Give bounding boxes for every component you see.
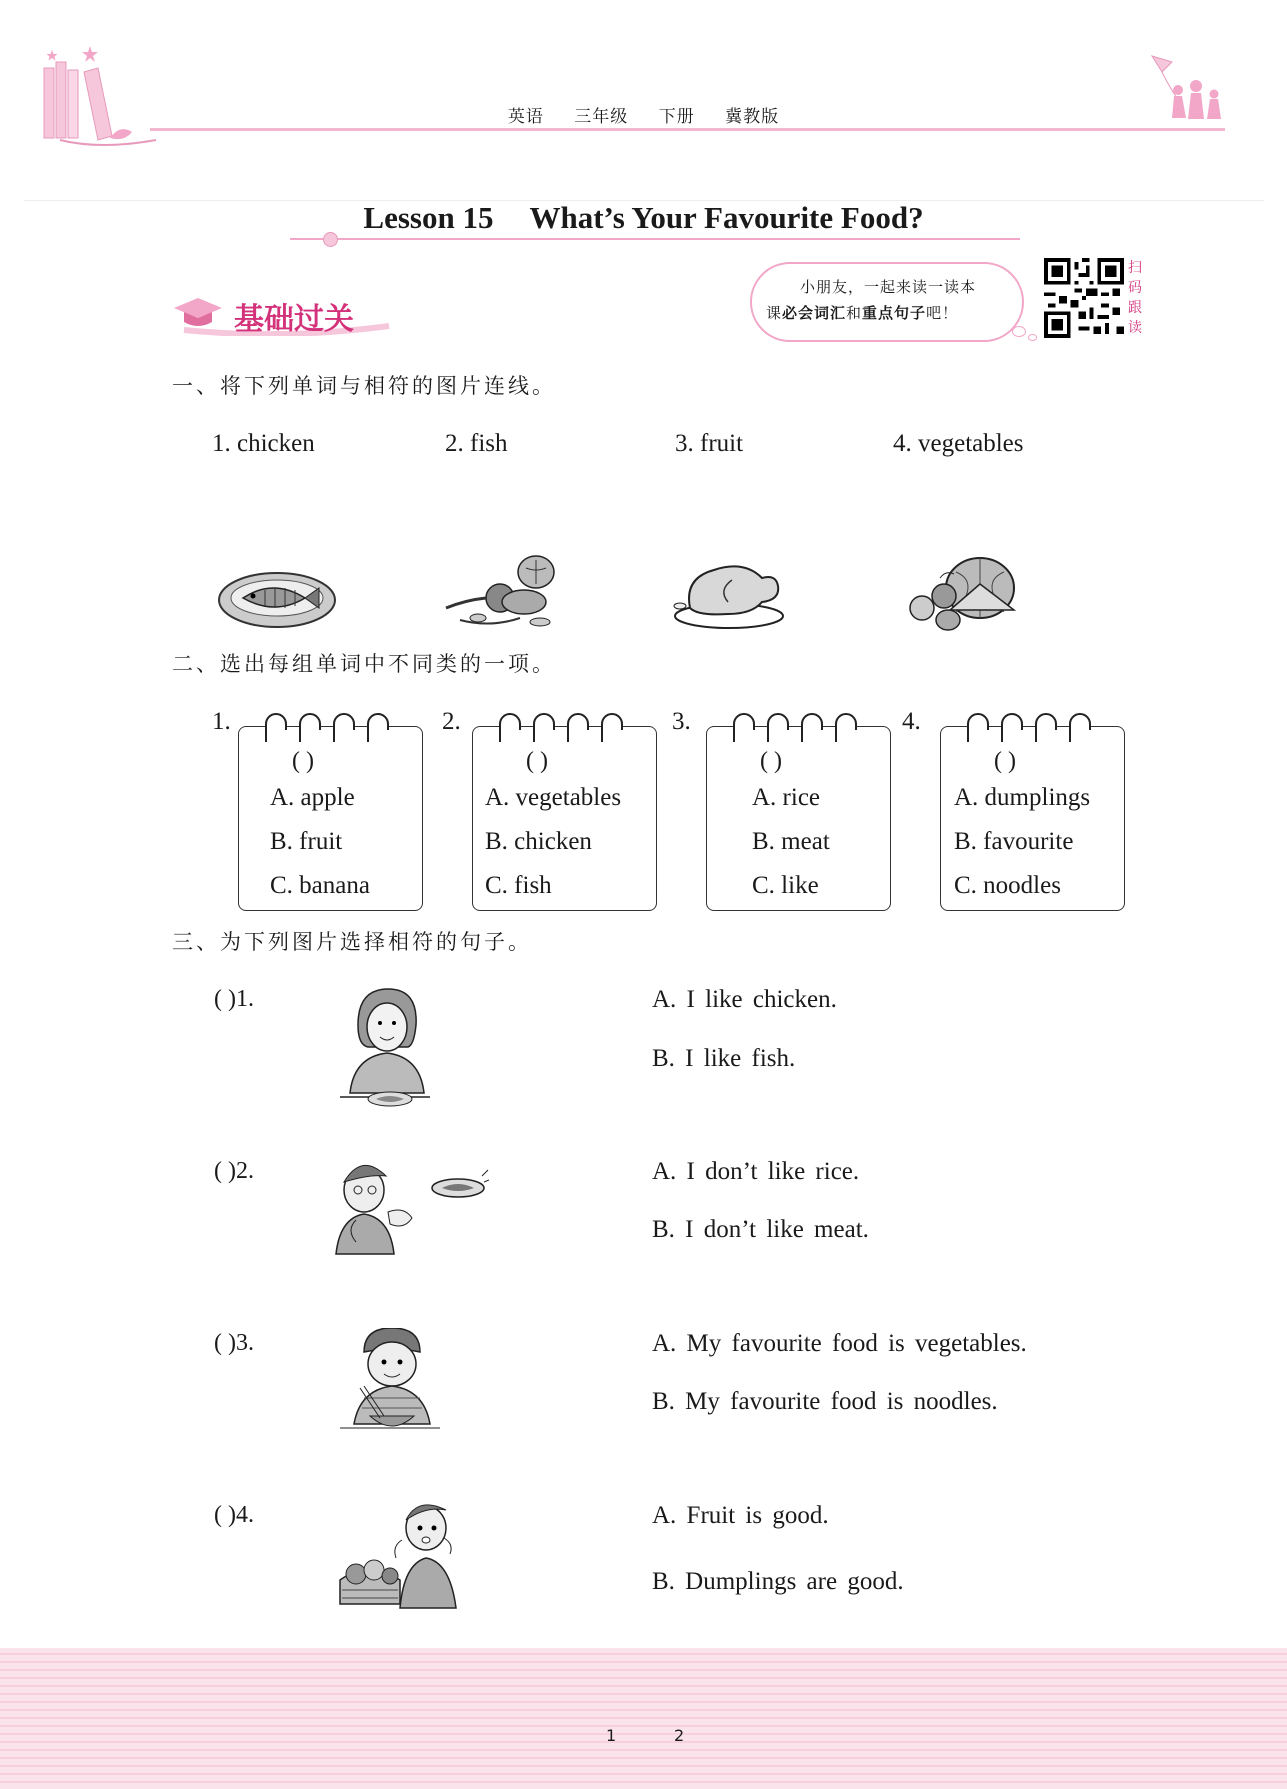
- fish-plate-icon[interactable]: [215, 550, 340, 635]
- bubble-dot: [1028, 334, 1037, 341]
- lesson-topic: What’s Your Favourite Food?: [529, 200, 924, 235]
- tip-bold-sentences: 重点句子: [862, 304, 927, 322]
- section-badge-label: 基础过关: [234, 302, 354, 337]
- q3-option-a: A. I like chicken.: [652, 986, 837, 1013]
- scan-char: 读: [1128, 320, 1142, 336]
- boy-refusing-meat-icon: [334, 1158, 489, 1258]
- q3-option-b: B. Dumplings are good.: [652, 1568, 904, 1595]
- scan-char: 码: [1128, 280, 1142, 296]
- footer-band: [0, 1648, 1287, 1789]
- title-underline-dot: [323, 232, 338, 247]
- q2-answer-blank[interactable]: ( ): [526, 748, 548, 774]
- tip-line-1: 小朋友，一起来读一读本: [800, 278, 977, 296]
- tip-bold-vocab: 必会词汇: [782, 304, 847, 322]
- header-subject: 英语: [507, 107, 544, 127]
- page-number-left: 1: [606, 1726, 617, 1745]
- q1-word-fish: 2. fish: [445, 430, 508, 457]
- q2-option: C. noodles: [954, 872, 1061, 899]
- q3-answer-blank[interactable]: ( )3.: [214, 1330, 254, 1356]
- tip-bubble: [750, 262, 1024, 342]
- q2-option: A. dumplings: [954, 784, 1091, 811]
- q2-option: B. favourite: [954, 828, 1074, 855]
- lesson-number: Lesson 15: [363, 200, 494, 235]
- lesson-title: [0, 200, 1287, 236]
- header-books-ornament: [40, 40, 160, 150]
- header-grade: 三年级: [574, 107, 629, 127]
- boy-eating-noodles-icon: [340, 1328, 440, 1438]
- q2-group-number: 4.: [902, 708, 921, 735]
- tip-text: 吧！: [926, 304, 959, 322]
- tip-line-2: [766, 302, 958, 323]
- boy-with-fruit-basket-icon: [338, 1500, 458, 1610]
- header-rule: [150, 128, 1225, 131]
- q3-answer-blank[interactable]: ( )1.: [214, 986, 254, 1012]
- q2-option: B. fruit: [270, 828, 343, 855]
- q3-option-b: B. I don’t like meat.: [652, 1216, 869, 1243]
- page-number-right: 2: [674, 1726, 685, 1745]
- q2-answer-blank[interactable]: ( ): [292, 748, 314, 774]
- q2-heading: 二、选出每组单词中不同类的一项。: [172, 652, 556, 676]
- q3-option-b: B. My favourite food is noodles.: [652, 1388, 998, 1415]
- q1-word-chicken: 1. chicken: [212, 430, 315, 457]
- q1-heading: 一、将下列单词与相符的图片连线。: [172, 374, 556, 398]
- notebook-rings-icon: [964, 712, 1104, 752]
- scan-to-read-label: [1128, 258, 1148, 338]
- vegetables-icon[interactable]: [440, 550, 575, 635]
- q3-option-a: A. My favourite food is vegetables.: [652, 1330, 1027, 1357]
- q3-option-b: B. I like fish.: [652, 1045, 796, 1072]
- q2-option: C. like: [752, 872, 819, 899]
- header-volume: 下册: [658, 107, 695, 127]
- notebook-rings-icon: [262, 712, 402, 752]
- q2-answer-blank[interactable]: ( ): [994, 748, 1016, 774]
- q2-option: A. apple: [270, 784, 355, 811]
- header-course-info: [0, 102, 1287, 127]
- tip-text: 和: [846, 304, 863, 322]
- notebook-rings-icon: [730, 712, 870, 752]
- girl-with-fish-icon: [340, 985, 430, 1113]
- q2-option: B. meat: [752, 828, 830, 855]
- q3-heading: 三、为下列图片选择相符的句子。: [172, 930, 532, 954]
- fruit-basket-icon[interactable]: [900, 550, 1025, 635]
- q1-word-fruit: 3. fruit: [675, 430, 744, 457]
- q2-group-number: 1.: [212, 708, 231, 735]
- q2-option: B. chicken: [485, 828, 592, 855]
- q2-group-number: 3.: [672, 708, 691, 735]
- q2-option: C. banana: [270, 872, 370, 899]
- q3-answer-blank[interactable]: ( )2.: [214, 1158, 254, 1184]
- notebook-rings-icon: [496, 712, 636, 752]
- qr-code-icon[interactable]: [1044, 258, 1124, 338]
- roast-chicken-icon[interactable]: [672, 550, 787, 635]
- title-underline: [290, 238, 1020, 240]
- q2-option: A. rice: [752, 784, 821, 811]
- bubble-dot: [1012, 326, 1026, 337]
- q2-group-number: 2.: [442, 708, 461, 735]
- q2-option: A. vegetables: [485, 784, 622, 811]
- section-badge: [170, 290, 395, 336]
- q2-answer-blank[interactable]: ( ): [760, 748, 782, 774]
- q3-option-a: A. Fruit is good.: [652, 1502, 829, 1529]
- q2-option: C. fish: [485, 872, 552, 899]
- scan-char: 扫: [1128, 260, 1142, 276]
- q1-word-vegetables: 4. vegetables: [893, 430, 1024, 457]
- scan-char: 跟: [1128, 300, 1142, 316]
- tip-text: 课: [766, 304, 783, 322]
- header-edition: 冀教版: [725, 107, 780, 127]
- q3-option-a: A. I don’t like rice.: [652, 1158, 860, 1185]
- q3-answer-blank[interactable]: ( )4.: [214, 1502, 254, 1528]
